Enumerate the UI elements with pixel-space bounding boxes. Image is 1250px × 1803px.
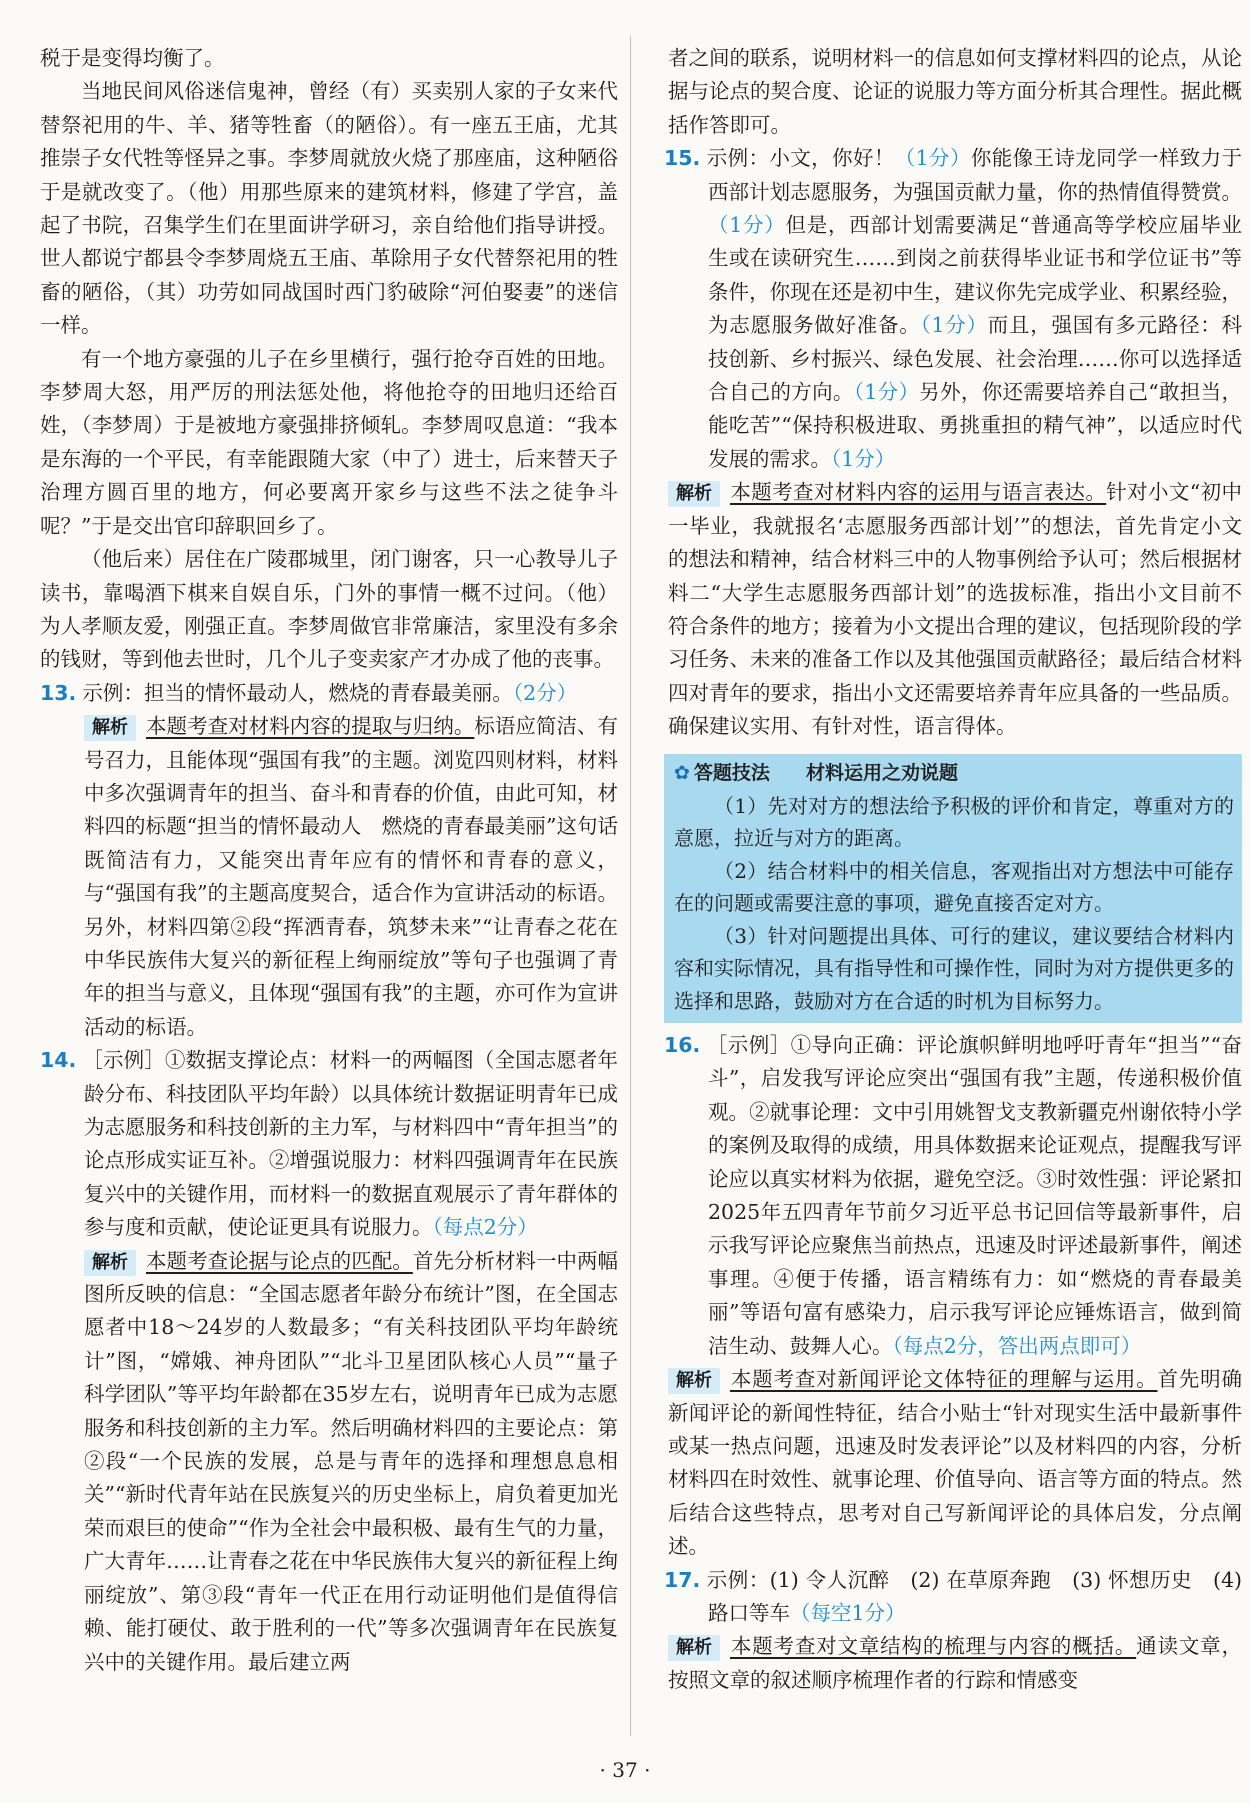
answer-text: ［示例］①数据支撑论点：材料一的两幅图（全国志愿者年龄分布、科技团队平均年龄）以具体统计数据证明青年已成为志愿服务和科技创新的主力军，与材料四中“青年担当”的论点形成实证互补。②增强说服力：材料四强调青年在民族复兴中的关键作用，而材料一的数据直观展示了青年群体的参与度和贡献，使论证更具有说服力。	[82, 1048, 618, 1240]
answer-text: 而且，强国有多元路径：科技创新、乡村振兴、绿色发展、社会治理……你可以选择适合自己的方向。	[708, 313, 1243, 405]
question-number: 14.	[40, 1048, 77, 1073]
question-number: 16.	[664, 1033, 701, 1058]
paragraph: （他后来）居住在广陵郡城里，闭门谢客，只一心教导儿子读书，靠喝酒下棋来自娱自乐，门外的事情一概不过问。（他）为人孝顺友爱，刚强正直。李梦周做官非常廉洁，家里没有多余的钱财，等到他去世时，几个儿子变卖家产才办成了他的丧事。	[40, 547, 618, 672]
score: （每点2分）	[432, 1215, 538, 1240]
analysis-text: 通读文章，按照文章的叙述顺序梳理作者的行踪和情感变	[668, 1634, 1243, 1692]
paragraph: 税于是变得均衡了。	[40, 46, 225, 70]
tip-item: （3）针对问题提出具体、可行的建议，建议要结合材料内容和实际情况，具有指导性和可操作性，同时为对方提供更多的选择和思路，鼓励对方在合适的时机为目标努力。	[674, 923, 1234, 1013]
score: （1分）	[853, 380, 920, 405]
tip-item: （1）先对对方的想法给予积极的评价和肯定，尊重对方的意愿，拉近与对方的距离。	[674, 793, 1234, 851]
paragraph: 者之间的联系，说明材料一的信息如何支撑材料四的论点，从论据与论点的契合度、论证的说服力等方面分析其合理性。据此概括作答即可。	[668, 46, 1242, 137]
tip-label: 答题技法	[693, 761, 770, 784]
question-15-answer	[664, 142, 1242, 476]
gear-icon: ✿	[674, 761, 690, 784]
analysis-tag: 解析	[668, 1635, 720, 1661]
analysis-topic: 本题考查对材料内容的提取与归纳。	[146, 714, 475, 739]
answer-text: 你能像王诗龙同学一样致力于西部计划志愿服务，为强国贡献力量，你的热情值得赞赏。	[708, 146, 1243, 204]
answer-text: 但是，西部计划需要满足“普通高等学校应届毕业生或在读研究生……到岗之前获得毕业证书和学位证书”等条件，你现在还是初中生，建议你先完成学业、积累经验，为志愿服务做好准备。	[708, 213, 1242, 338]
question-16-analysis	[664, 1363, 1242, 1563]
analysis-tag: 解析	[668, 1368, 720, 1394]
question-14-answer	[40, 1044, 618, 1244]
analysis-text: 针对小文“初中一毕业，我就报名‘志愿服务西部计划’”的想法，首先肯定小文的想法和精神，结合材料三中的人物事例给予认可；然后根据材料二“大学生志愿服务西部计划”的选拔标准，指出小文目前不符合条件的地方；接着为小文提出合理的建议，包括现阶段的学习任务、未来的准备工作以及其他强国贡献路径；最后结合材料四对青年的要求，指出小文还需要培养青年应具备的一些品质。确保建议实用、有针对性，语言得体。	[668, 480, 1242, 739]
page-number: · 37 ·	[599, 1758, 651, 1782]
question-number: 13.	[40, 680, 77, 705]
score: （1分）	[920, 313, 988, 338]
analysis-text: 首先分析材料一中两幅图所反映的信息：“全国志愿者年龄分布统计”图，在全国志愿者中18～24岁的人数最多；“有关科技团队平均年龄统计”图，“嫦娥、神舟团队”“北斗卫星团队核心人员”“量子科学团队”等平均年龄都在35岁左右，说明青年已成为志愿服务和科技创新的主力军。然后明确材料四的主要论点：第②段“一个民族的发展，总是与青年的选择和理想息息相关”“新时代青年站在民族复兴的历史坐标上，肩负着更加光荣而艰巨的使命”“作为全社会中最积极、最有生气的力量，广大青年……让青春之花在中华民族伟大复兴的新征程上绚丽绽放”、第③段“青年一代正在用行动证明他们是值得信赖、能打硬仗、敢于胜利的一代”等多次强调青年在民族复兴中的关键作用。最后建立两	[84, 1248, 619, 1674]
analysis-text: 首先明确新闻评论的新闻性特征，结合小贴士“针对现实生活中最新事件或某一热点问题，迅速及时发表评论”以及材料四的内容，分析材料四在时效性、就事论理、价值导向、语言等方面的特点。然后结合这些特点，思考对自己写新闻评论的具体启发，分点阐述。	[668, 1367, 1242, 1559]
tip-item: （2）结合材料中的相关信息，客观指出对方想法中可能存在的问题或需要注意的事项，避免直接否定对方。	[674, 858, 1234, 916]
analysis-topic: 本题考查对新闻评论文体特征的理解与运用。	[730, 1367, 1158, 1392]
score: （1分）	[894, 146, 971, 171]
analysis-topic: 本题考查论据与论点的匹配。	[146, 1248, 413, 1273]
right-column	[664, 42, 1242, 1697]
paragraph: 有一个地方豪强的儿子在乡里横行，强行抢夺百姓的田地。李梦周大怒，用严厉的刑法惩处他，将他抢夺的田地归还给百姓，（李梦周）于是被地方豪强排挤倾轧。李梦周叹息道：“我本是东海的一个平民，有幸能跟随大家（中了）进士，后来替天子治理方圆百里的地方，何必要离开家乡与这些不法之徒争斗呢？”于是交出官印辞职回乡了。	[40, 346, 618, 538]
paragraph: 当地民间风俗迷信鬼神，曾经（有）买卖别人家的子女来代替祭祀用的牛、羊、猪等牲畜（的陋俗）。有一座五王庙，尤其推崇子女代牲等怪异之事。李梦周就放火烧了那座庙，这种陋俗于是就改变了。（他）用那些原来的建筑材料，修建了学宫，盖起了书院，召集学生们在里面讲学研习，亲自给他们指导讲授。世人都说宁都县令李梦周烧五王庙、革除用子女代替祭祀用的牲畜的陋俗，（其）功劳如同战国时西门豹破除“河伯娶妻”的迷信一样。	[40, 79, 618, 338]
analysis-topic: 本题考查对文章结构的梳理与内容的概括。	[730, 1634, 1137, 1659]
analysis-tag: 解析	[84, 1250, 136, 1276]
analysis-tag: 解析	[668, 481, 720, 507]
question-15-analysis	[664, 476, 1242, 743]
question-17-answer	[664, 1564, 1242, 1631]
answer-text: 示例：(1) 令人沉醉 (2) 在草原奔跑 (3) 怀想历史 (4) 路口等车	[706, 1567, 1242, 1625]
score: （1分）	[831, 446, 896, 471]
answer-text: ［示例］①导向正确：评论旗帜鲜明地呼吁青年“担当”“奋斗”，启发我写评论应突出“强国有我”主题，传递积极价值观。②就事论理：文中引用姚智戈支教新疆克州谢依特小学的案例及取得的成绩，用具体数据来论证观点，提醒我写评论应以真实材料为依据，避免空泛。③时效性强：评论紧扣2025年五四青年节前夕习近平总书记回信等最新事件，启示我写评论应聚焦当前热点，迅速及时评述最新事件，阐述事理。④便于传播，语言精练有力：如“燃烧的青春最美丽”等语句富有感染力，启示我写评论应锤炼语言，做到简洁生动、鼓舞人心。	[706, 1033, 1242, 1358]
question-13-analysis	[40, 710, 618, 1044]
question-13-answer	[40, 677, 618, 710]
analysis-text: 标语应简洁、有号召力，且能体现“强国有我”的主题。浏览四则材料，材料中多次强调青年的担当、奋斗和青春的价值，由此可知，材料四的标题“担当的情怀最动人 燃烧的青春最美丽”这句话既简洁有力，又能突出青年应有的情怀和青春的意义，与“强国有我”的主题高度契合，适合作为宣讲活动的标语。另外，材料四第②段“挥洒青春，筑梦未来”“让青春之花在中华民族伟大复兴的新征程上绚丽绽放”等句子也强调了青年的担当与意义，且体现“强国有我”的主题，亦可作为宣讲活动的标语。	[84, 714, 619, 1039]
tip-box	[664, 754, 1242, 1024]
left-column	[40, 42, 618, 1679]
question-16-answer	[664, 1029, 1242, 1363]
analysis-tag: 解析	[84, 715, 136, 741]
tip-heading: 材料运用之劝说题	[805, 761, 958, 784]
analysis-topic: 本题考查对材料内容的运用与语言表达。	[730, 480, 1107, 505]
score: （每点2分，答出两点即可）	[892, 1333, 1142, 1358]
answer-text: 示例：小文，你好！	[706, 146, 895, 171]
tip-title	[674, 756, 1234, 790]
score: （每空1分）	[790, 1600, 906, 1625]
answer-text: 示例：担当的情怀最动人，燃烧的青春最美丽。	[82, 680, 513, 705]
question-number: 17.	[664, 1567, 701, 1592]
question-number: 15.	[664, 146, 701, 171]
question-14-analysis	[40, 1245, 618, 1679]
score: （1分）	[708, 213, 786, 238]
score: （2分）	[512, 680, 578, 705]
column-divider	[630, 36, 631, 1736]
answer-text: 另外，你还需要培养自己“敢担当，能吃苦”“保持积极进取、勇挑重担的精气神”，以适应时代发展的需求。	[708, 380, 1243, 471]
question-17-analysis	[664, 1630, 1242, 1697]
